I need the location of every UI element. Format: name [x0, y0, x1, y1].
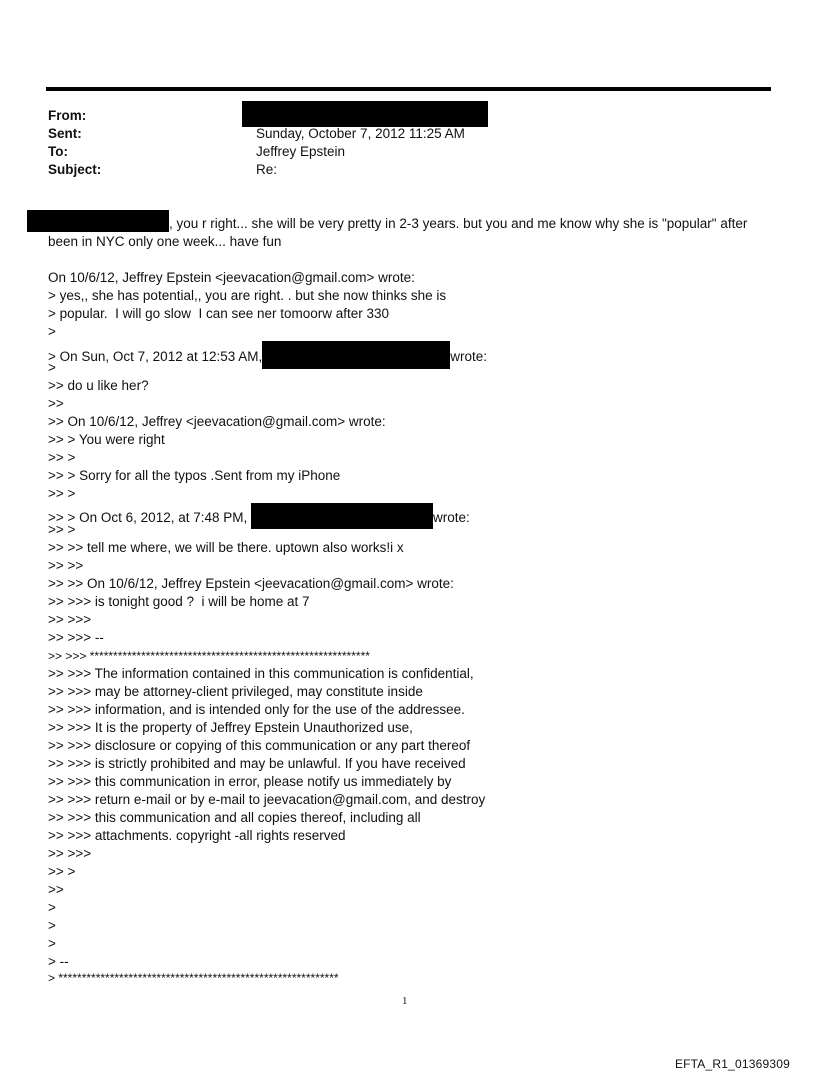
quote-line: >	[48, 360, 56, 375]
quote-line: >> >> On 10/6/12, Jeffrey Epstein <jeevacation@gmail.com> wrote:	[48, 576, 454, 591]
redaction-inline	[262, 341, 450, 369]
redaction-greeting	[27, 210, 169, 232]
quote-line	[48, 341, 487, 369]
quote-line: >> >>> --	[48, 630, 104, 645]
quote-text: > On Sun, Oct 7, 2012 at 12:53 AM,	[48, 349, 263, 364]
quote-line: >> >	[48, 864, 76, 879]
quote-text: wrote:	[450, 349, 488, 364]
quote-line: >	[48, 936, 56, 951]
intro-line-1: , you r right... she will be very pretty in 2-3 years. but you and me know why she is "popular" after	[169, 216, 748, 231]
quote-line: >> >	[48, 450, 76, 465]
quote-line: >> >>> is strictly prohibited and may be unlawful. If you have received	[48, 756, 466, 771]
quote-line: >> >	[48, 522, 76, 537]
document-id: EFTA_R1_01369309	[674, 1057, 790, 1071]
quote-text: wrote:	[433, 510, 470, 525]
sent-label: Sent:	[48, 126, 82, 141]
subject-value: Re:	[256, 162, 278, 177]
to-label: To:	[48, 144, 68, 159]
redaction-inline	[251, 503, 433, 529]
quote-line: >> >	[48, 486, 76, 501]
redaction-from	[242, 101, 488, 127]
quote-text: >> > On Oct 6, 2012, at 7:48 PM,	[48, 510, 251, 525]
quote-line: >	[48, 918, 56, 933]
quote-line: > popular. I will go slow I can see ner tomoorw after 330	[48, 306, 390, 321]
quote-line: >>	[48, 882, 64, 897]
quote-line: > ************************************************************	[48, 971, 339, 985]
header-rule	[46, 87, 771, 91]
quote-line: >> >>> is tonight good ? i will be home at 7	[48, 594, 310, 609]
intro-line-2: been in NYC only one week... have fun	[48, 234, 282, 249]
quote-line: >> >>>	[48, 612, 92, 627]
to-value: Jeffrey Epstein	[256, 144, 346, 159]
quote-line: >>	[48, 396, 64, 411]
quote-line: >> >>> It is the property of Jeffrey Epstein Unauthorized use,	[48, 720, 413, 735]
quote-line: >> > You were right	[48, 432, 165, 447]
quote-line: >> >>> ************************************************************	[48, 649, 370, 663]
quote-line: >> >>> attachments. copyright -all rights reserved	[48, 828, 346, 843]
quote-line: >> On 10/6/12, Jeffrey <jeevacation@gmail.com> wrote:	[48, 414, 386, 429]
quote-line: >> >>> return e-mail or by e-mail to jeevacation@gmail.com, and destroy	[48, 792, 486, 807]
sent-value: Sunday, October 7, 2012 11:25 AM	[256, 126, 465, 141]
from-label: From:	[48, 108, 87, 123]
quote-line: On 10/6/12, Jeffrey Epstein <jeevacation@gmail.com> wrote:	[48, 270, 415, 285]
quote-line: >> >>> information, and is intended only for the use of the addressee.	[48, 702, 465, 717]
quote-line: >> >>> may be attorney-client privileged, may constitute inside	[48, 684, 423, 699]
quote-line: >> >>	[48, 558, 84, 573]
quote-line: >	[48, 900, 56, 915]
quote-line	[48, 503, 470, 529]
quote-line: >> >>>	[48, 846, 92, 861]
quote-line: >> >> tell me where, we will be there. uptown also works!i x	[48, 540, 404, 555]
quote-line: >> >>> this communication and all copies thereof, including all	[48, 810, 421, 825]
quote-line: >> > Sorry for all the typos .Sent from my iPhone	[48, 468, 341, 483]
quote-line: > --	[48, 954, 69, 969]
subject-label: Subject:	[48, 162, 102, 177]
quote-line: >> do u like her?	[48, 378, 149, 393]
quote-line: >> >>> The information contained in this communication is confidential,	[48, 666, 474, 681]
quote-line: >> >>> disclosure or copying of this communication or any part thereof	[48, 738, 471, 753]
page-number: 1	[402, 995, 408, 1007]
quote-line: >	[48, 324, 56, 339]
quote-line: > yes,, she has potential,, you are right. . but she now thinks she is	[48, 288, 447, 303]
quote-line: >> >>> this communication in error, please notify us immediately by	[48, 774, 452, 789]
